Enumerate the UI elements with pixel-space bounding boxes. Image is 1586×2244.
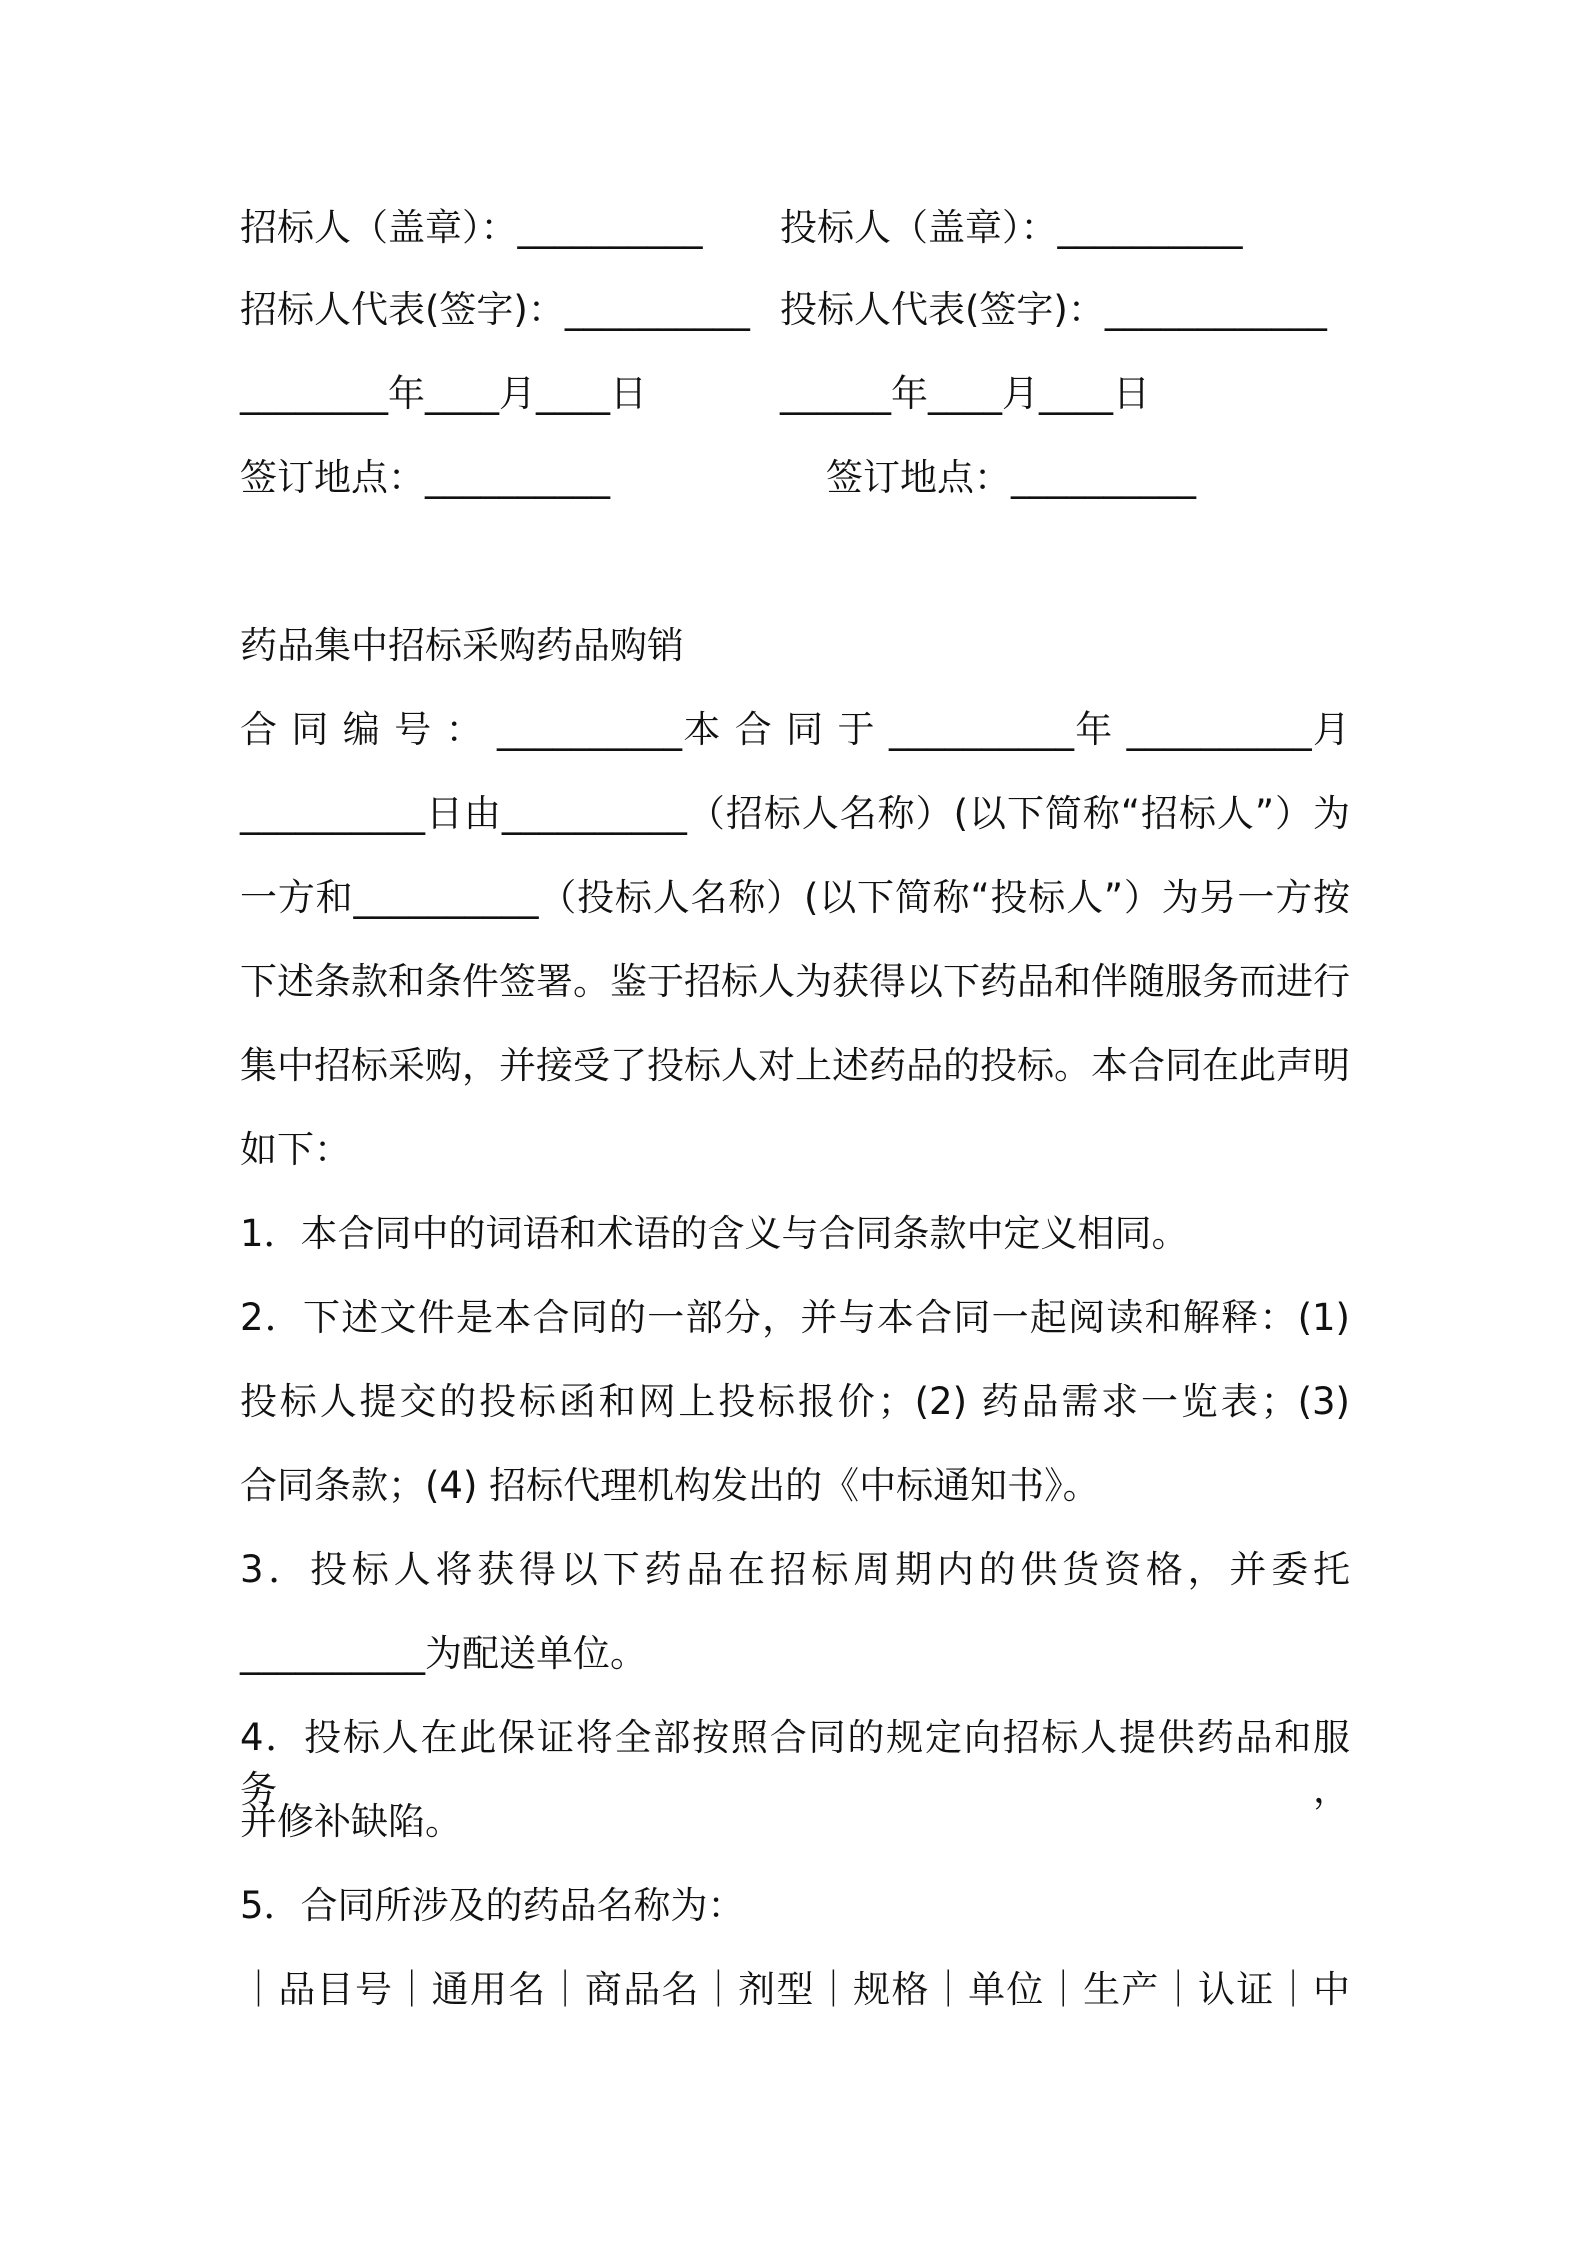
- clause-4-line-2: 并修补缺陷。: [240, 1800, 462, 1843]
- clause-2-line-1: 2．下述文件是本合同的一部分，并与本合同一起阅读和解释：(1): [240, 1296, 1350, 1339]
- clause-1: 1．本合同中的词语和术语的含义与合同条款中定义相同。: [240, 1212, 1189, 1255]
- clause-2-line-2: 投标人提交的投标函和网上投标报价；(2) 药品需求一览表；(3): [240, 1380, 1350, 1423]
- bidder-representative-line: 投标人代表(签字)：____________: [780, 288, 1327, 331]
- drug-table-header: ｜品目号｜通用名｜商品名｜剂型｜规格｜单位｜生产｜认证｜中: [240, 1968, 1350, 2011]
- bidder-date-line: ______年____月____日: [780, 372, 1150, 415]
- tenderer-signing-place-line: 签订地点：__________: [240, 456, 610, 499]
- contract-title: 药品集中招标采购药品购销: [240, 624, 684, 667]
- bidder-seal-line: 投标人（盖章）：__________: [780, 206, 1243, 249]
- bidder-signing-place-line: 签订地点：__________: [826, 456, 1196, 499]
- contract-party-line-1: __________日由__________（招标人名称）(以下简称“招标人”）为: [240, 792, 1350, 835]
- contract-preamble-line-2: 集中招标采购，并接受了投标人对上述药品的投标。本合同在此声明: [240, 1044, 1350, 1087]
- tenderer-representative-line: 招标人代表(签字)：__________: [240, 288, 750, 331]
- contract-party-line-2: 一方和__________（投标人名称）(以下简称“投标人”）为另一方按: [240, 876, 1350, 919]
- clause-3-line-1: 3．投标人将获得以下药品在招标周期内的供货资格，并委托: [240, 1548, 1350, 1591]
- contract-preamble-line-1: 下述条款和条件签署。鉴于招标人为获得以下药品和伴随服务而进行: [240, 960, 1350, 1003]
- contract-number-line: 合 同 编 号 ： __________本 合 同 于 __________年 __________月: [240, 708, 1350, 751]
- clause-4-line-1: 4．投标人在此保证将全部按照合同的规定向招标人提供药品和服务，: [240, 1716, 1350, 1811]
- clause-3-line-2: __________为配送单位。: [240, 1632, 647, 1675]
- contract-preamble-line-3: 如下：: [240, 1128, 351, 1171]
- tenderer-date-line: ________年____月____日: [240, 372, 647, 415]
- clause-5: 5．合同所涉及的药品名称为：: [240, 1884, 745, 1927]
- tenderer-seal-line: 招标人（盖章）：__________: [240, 206, 703, 249]
- clause-2-line-3: 合同条款；(4) 招标代理机构发出的《中标通知书》。: [240, 1464, 1100, 1507]
